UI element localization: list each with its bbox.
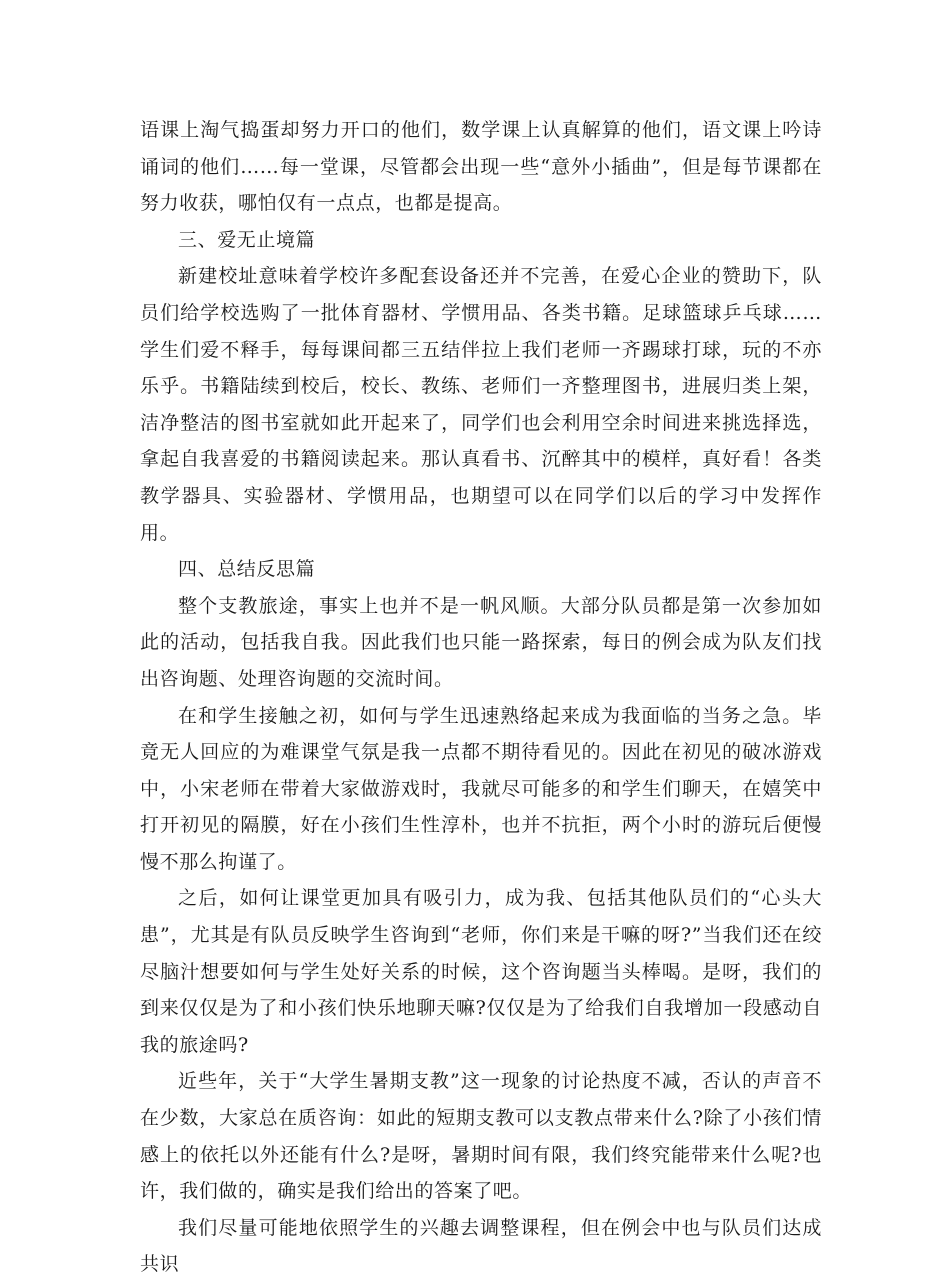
section-heading-reflection: 四、总结反思篇 [178,558,316,581]
document-body [140,112,822,1283]
paragraph-journey: 整个支教旅途，事实上也并不是一帆风顺。大部分队员都是第一次参加如此的活动，包括我自我。因此我们也只能一路探索，每日的例会成为队友们找出咨询题、处理咨询题的交流时间。 [140,594,822,690]
paragraph-classroom-appeal: 之后，如何让课堂更加具有吸引力，成为我、包括其他队员们的“心头大患”，尤其是有队员反映学生咨询到“老师，你们来是干嘛的呀?”当我们还在绞尽脑汁想要如何与学生处好关系的时候，这个咨询题当头棒喝。是呀，我们的到来仅仅是为了和小孩们快乐地聊天嘛?仅仅是为了给我们自我增加一段感动自我的旅途吗? [140,887,822,1056]
paragraph-debate: 近些年，关于“大学生暑期支教”这一现象的讨论热度不减，否认的声音不在少数，大家总在质咨询：如此的短期支教可以支教点带来什么?除了小孩们情感上的依托以外还能有什么?是呀，暑期时间有限，我们终究能带来什么呢?也许，我们做的，确实是我们给出的答案了吧。 [140,1070,822,1203]
paragraph-adjust-courses: 我们尽量可能地依照学生的兴趣去调整课程，但在例会中也与队员们达成共识 [140,1216,822,1276]
section-heading-love: 三、爱无止境篇 [178,228,316,251]
paragraph-supplies: 新建校址意味着学校许多配套设备还并不完善，在爱心企业的赞助下，队员们给学校选购了一批体育器材、学惯用品、各类书籍。足球篮球乒乓球……学生们爱不释手，每每课间都三五结伴拉上我们老师一齐踢球打球，玩的不亦乐乎。书籍陆续到校后，校长、教练、老师们一齐整理图书，进展归类上架，洁净整洁的图书室就如此开起来了，同学们也会利用空余时间进来挑选择选，拿起自我喜爱的书籍阅读起来。那认真看书、沉醉其中的模样，真好看！各类教学器具、实验器材、学惯用品，也期望可以在同学们以后的学习中发挥作用。 [140,265,822,544]
paragraph-first-contact: 在和学生接触之初，如何与学生迅速熟络起来成为我面临的当务之急。毕竟无人回应的为难课堂气氛是我一点都不期待看见的。因此在初见的破冰游戏中，小宋老师在带着大家做游戏时，我就尽可能多的和学生们聊天，在嬉笑中打开初见的隔膜，好在小孩们生性淳朴，也并不抗拒，两个小时的游玩后便慢慢不那么拘谨了。 [140,704,822,873]
paragraph-continuation: 语课上淘气捣蛋却努力开口的他们，数学课上认真解算的他们，语文课上吟诗诵词的他们……每一堂课，尽管都会出现一些“意外小插曲”，但是每节课都在努力收获，哪怕仅有一点点，也都是提高。 [140,119,822,215]
